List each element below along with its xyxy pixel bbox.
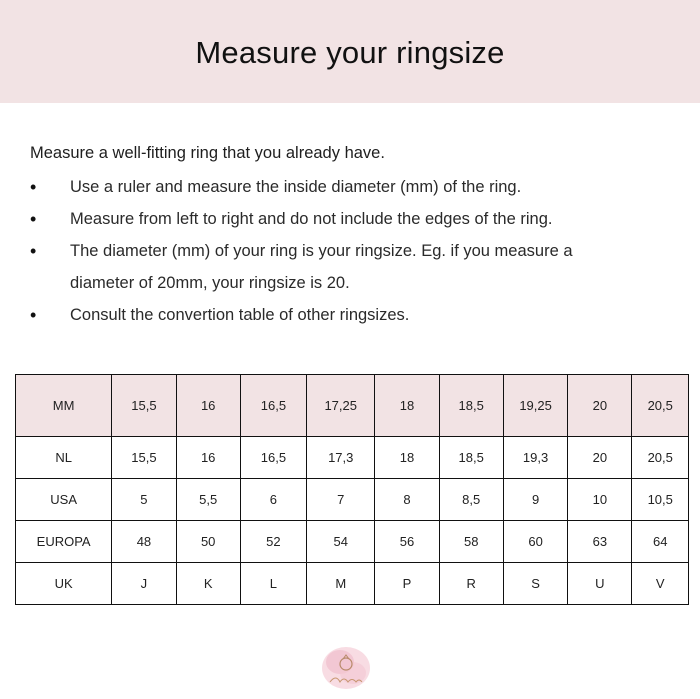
size-cell: 6 (240, 479, 306, 521)
size-cell: 64 (632, 521, 689, 563)
size-cell: 7 (307, 479, 375, 521)
size-cell: 16 (176, 437, 240, 479)
size-cell: 10 (568, 479, 632, 521)
size-cell: 17,25 (307, 375, 375, 437)
size-cell: 48 (112, 521, 176, 563)
size-cell: 20,5 (632, 437, 689, 479)
size-cell: 20 (568, 437, 632, 479)
size-cell: P (375, 563, 439, 605)
size-cell: 8 (375, 479, 439, 521)
row-label: EUROPA (16, 521, 112, 563)
size-cell: 54 (307, 521, 375, 563)
size-cell: S (503, 563, 567, 605)
size-cell: 8,5 (439, 479, 503, 521)
size-cell: M (307, 563, 375, 605)
instructions (30, 141, 680, 331)
instruction-item (30, 299, 680, 331)
size-cell: 18 (375, 375, 439, 437)
bullet-icon: • (30, 209, 37, 229)
page-title: Measure your ringsize (195, 34, 505, 70)
instruction-text: The diameter (mm) of your ring is your ringsize. Eg. if you measure a diameter of 20mm, your ringsize is 20. (70, 242, 573, 292)
instruction-item (30, 171, 680, 203)
size-cell: V (632, 563, 689, 605)
size-cell: 18,5 (439, 375, 503, 437)
size-cell: 50 (176, 521, 240, 563)
table-row (16, 563, 689, 605)
table-row (16, 479, 689, 521)
table-row (16, 375, 689, 437)
instruction-text: Consult the convertion table of other ringsizes. (70, 306, 410, 324)
size-cell: R (439, 563, 503, 605)
size-cell: 5,5 (176, 479, 240, 521)
size-cell: 17,3 (307, 437, 375, 479)
size-cell: 18,5 (439, 437, 503, 479)
size-cell: 63 (568, 521, 632, 563)
ring-size-conversion-table (15, 374, 689, 605)
size-cell: 20 (568, 375, 632, 437)
size-cell: 5 (112, 479, 176, 521)
size-cell: 16,5 (240, 375, 306, 437)
brand-logo-svg (318, 642, 374, 694)
size-cell: J (112, 563, 176, 605)
size-cell: 16 (176, 375, 240, 437)
bullet-icon: • (30, 241, 37, 261)
row-label: NL (16, 437, 112, 479)
instruction-text: Use a ruler and measure the inside diameter (mm) of the ring. (70, 178, 522, 196)
size-cell: 16,5 (240, 437, 306, 479)
size-cell: K (176, 563, 240, 605)
size-cell: 15,5 (112, 375, 176, 437)
bullet-icon: • (30, 305, 37, 325)
size-cell: 18 (375, 437, 439, 479)
row-label: MM (16, 375, 112, 437)
size-cell: 10,5 (632, 479, 689, 521)
instruction-item (30, 203, 680, 235)
size-cell: 20,5 (632, 375, 689, 437)
instruction-item (30, 235, 680, 299)
size-cell: 58 (439, 521, 503, 563)
instruction-text: Measure from left to right and do not include the edges of the ring. (70, 210, 553, 228)
instructions-lead: Measure a well-fitting ring that you already have. (30, 144, 385, 162)
row-label: USA (16, 479, 112, 521)
size-cell: 56 (375, 521, 439, 563)
table-row (16, 521, 689, 563)
conversion-table-wrapper (15, 374, 689, 605)
size-cell: L (240, 563, 306, 605)
row-label: UK (16, 563, 112, 605)
page-header (0, 0, 700, 103)
size-cell: U (568, 563, 632, 605)
size-cell: 60 (503, 521, 567, 563)
bullet-icon: • (30, 177, 37, 197)
size-cell: 15,5 (112, 437, 176, 479)
table-row (16, 437, 689, 479)
size-cell: 19,3 (503, 437, 567, 479)
size-cell: 52 (240, 521, 306, 563)
instructions-list (30, 171, 680, 331)
brand-logo-icon (318, 642, 374, 694)
size-cell: 9 (503, 479, 567, 521)
size-cell: 19,25 (503, 375, 567, 437)
